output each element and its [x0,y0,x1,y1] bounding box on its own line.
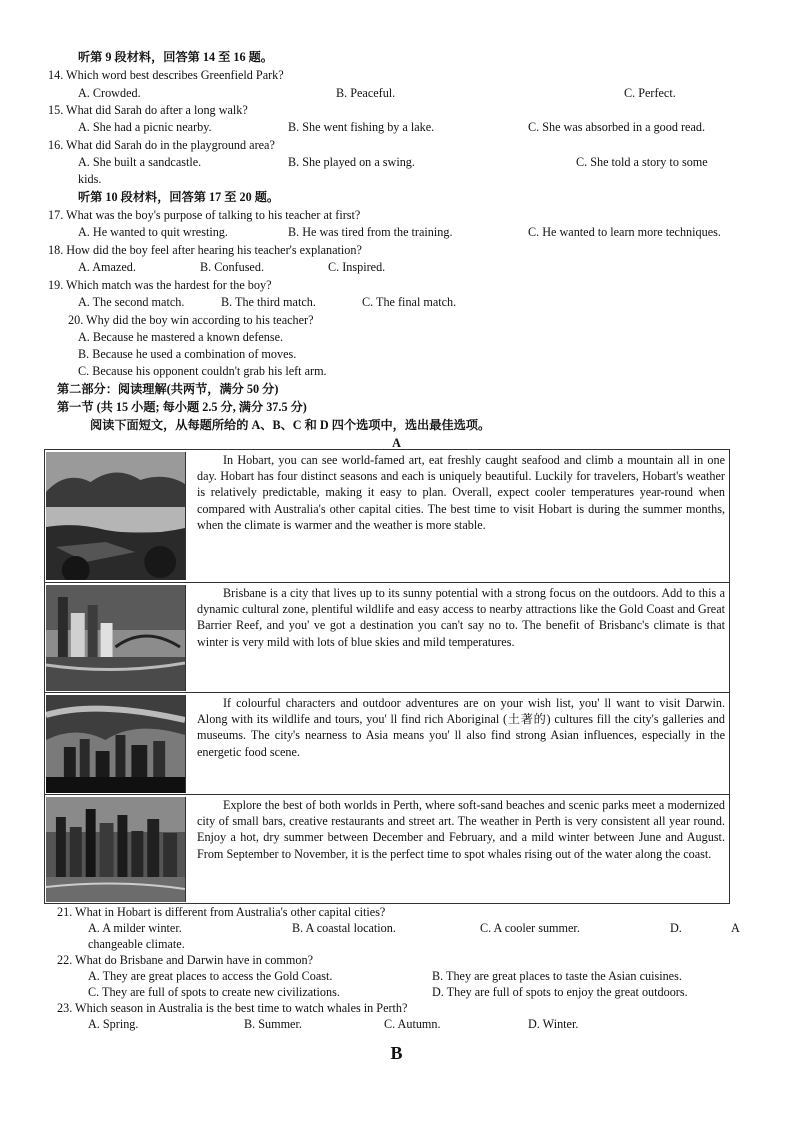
passage-letter-a: A [392,436,401,450]
q22-option-a: A. They are great places to access the Gold Coast. [88,969,333,983]
q21-option-b: B. A coastal location. [292,921,396,935]
q22-option-b: B. They are great places to taste the Asian cuisines. [432,969,682,983]
q16-option-c-cont: kids. [78,172,102,186]
q19-option-b: B. The third match. [221,295,316,309]
q15-option-a: A. She had a picnic nearby. [78,120,212,134]
q21-stem: 21. What in Hobart is different from Australia's other capital cities? [57,905,386,919]
q19-stem: 19. Which match was the hardest for the boy? [48,278,272,292]
q19-option-a: A. The second match. [78,295,185,309]
q23-option-b: B. Summer. [244,1017,302,1031]
row-darwin [45,692,729,795]
q22-option-c: C. They are full of spots to create new civilizations. [88,985,340,999]
q21-option-d-cont: changeable climate. [88,937,185,951]
brisbane-text [197,585,725,650]
passage-letter-b: B [390,1043,403,1063]
row-perth [45,794,729,904]
q21-option-c: C. A cooler summer. [480,921,580,935]
brisbane-photo [46,585,186,691]
q16-option-a: A. She built a sandcastle. [78,155,202,169]
q20-stem: 20. Why did the boy win according to his teacher? [68,313,314,327]
instructions: 阅读下面短文，从每题所给的 A、B、C 和 D 四个选项中，选出最佳选项。 [90,418,491,432]
q20-option-b: B. Because he used a combination of moves. [78,347,297,361]
darwin-photo [46,695,186,793]
q15-option-c: C. She was absorbed in a good read. [528,120,706,134]
part2-heading: 第二部分：阅读理解(共两节，满分 50 分) [57,382,279,396]
q17-option-a: A. He wanted to quit wresting. [78,225,228,239]
section1-heading: 第一节 (共 15 小题; 每小题 2.5 分, 满分 37.5 分) [57,400,307,414]
perth-photo [46,797,186,902]
perth-text [197,797,725,862]
q14-option-a: A. Crowded. [78,86,141,100]
q18-option-b: B. Confused. [200,260,264,274]
q21-option-d-a: A [731,921,740,935]
row-hobart [45,450,729,582]
perth-paragraph: Explore the best of both worlds in Perth, where soft-sand beaches and scenic parks meet a modernized city of small bars, creative restaurants and street art. The weather in Perth is very consistent all year round. Enjoy a hot, dry summer between December and February, and a mild winter between June and August. From September to November, it is the perfect time to spot whales rising out of the water along the coast. [197,798,725,861]
q15-stem: 15. What did Sarah do after a long walk? [48,103,248,117]
q17-option-c: C. He wanted to learn more techniques. [528,225,721,239]
hobart-text [197,452,725,533]
darwin-text [197,695,725,760]
hobart-photo [46,452,186,580]
row-brisbane [45,582,729,693]
q22-stem: 22. What do Brisbane and Darwin have in common? [57,953,313,967]
q23-option-c: C. Autumn. [384,1017,441,1031]
q19-option-c: C. The final match. [362,295,457,309]
q23-option-d: D. Winter. [528,1017,579,1031]
q23-stem: 23. Which season in Australia is the best time to watch whales in Perth? [57,1001,408,1015]
darwin-paragraph: If colourful characters and outdoor adventures are on your wish list, you' ll want to visit Darwin. Along with its wildlife and tours, you' ll find rich Aboriginal (土著的) cultures fill the city's galleries and museums. The city's nearness to Asia means you' ll also find strong Asian influences, especially in the energetic food scene. [197,696,725,759]
q20-option-a: A. Because he mastered a known defense. [78,330,284,344]
section-header-9: 听第 9 段材料，回答第 14 至 16 题。 [78,50,273,64]
q18-option-a: A. Amazed. [78,260,136,274]
q17-stem: 17. What was the boy's purpose of talking to his teacher at first? [48,208,361,222]
q16-option-b: B. She played on a swing. [288,155,415,169]
city-table [44,449,730,904]
q14-stem: 14. Which word best describes Greenfield Park? [48,68,284,82]
q22-option-d: D. They are full of spots to enjoy the great outdoors. [432,985,688,999]
q23-option-a: A. Spring. [88,1017,139,1031]
q21-option-d: D. [670,921,682,935]
q15-option-b: B. She went fishing by a lake. [288,120,435,134]
hobart-paragraph: In Hobart, you can see world-famed art, eat freshly caught seafood and climb a mountain all in one day. Hobart has four distinct seasons and each is uniquely beautiful. Luckily for travelers, Hobart's weather is relatively predictable, making it easy to plan. Overall, expect cooler temperatures year-round when compared with Australia's other capital cities. The best time to visit Hobart is during the summer months, when the climate is warmer and the weather is more stable. [197,453,725,532]
q16-option-c: C. She told a story to some [576,155,708,169]
section-header-10: 听第 10 段材料，回答第 17 至 20 题。 [78,190,280,204]
q16-stem: 16. What did Sarah do in the playground area? [48,138,275,152]
q18-stem: 18. How did the boy feel after hearing his teacher's explanation? [48,243,362,257]
q21-option-a: A. A milder winter. [88,921,182,935]
q20-option-c: C. Because his opponent couldn't grab his left arm. [78,364,327,378]
brisbane-paragraph: Brisbane is a city that lives up to its sunny potential with a strong focus on the outdoors. Add to this a dynamic cultural zone, plentiful wildlife and easy access to nearby attractions like the Gold Coast and Great Barrier Reef, and you' ve got a destination you can't say no to. The benefit of Brisbanc's climate is that winter is very mild with lots of blue skies and mild temperatures. [197,586,725,649]
q14-option-c: C. Perfect. [624,86,676,100]
q17-option-b: B. He was tired from the training. [288,225,453,239]
q14-option-b: B. Peaceful. [336,86,396,100]
q18-option-c: C. Inspired. [328,260,386,274]
